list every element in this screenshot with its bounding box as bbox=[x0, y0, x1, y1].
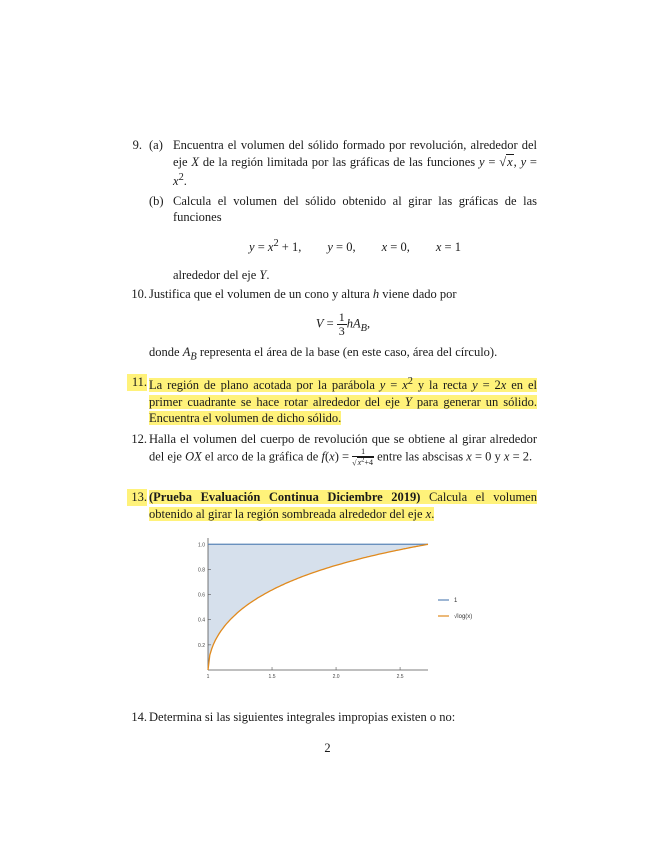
page-number: 2 bbox=[324, 741, 331, 755]
part-label: (b) bbox=[149, 193, 164, 208]
shaded-region bbox=[208, 544, 428, 670]
exercise-text: Halla el volumen del cuerpo de revolución que se obtiene al girar alrededor del eje OX el arco de la gráfica de f(x) = $\frac{1}{√x^2+4}$ entre las abscisas x = 0 y x = 2. bbox=[149, 432, 537, 468]
x-tick-label: 1.5 bbox=[268, 674, 276, 680]
equation: $y = x^2 + 1$, y = 0, x = 0, x = 1 bbox=[249, 237, 461, 254]
exercise-number: 11. bbox=[127, 374, 147, 391]
exercise-number: 10. bbox=[131, 287, 147, 301]
x-tick-label: 2.0 bbox=[332, 674, 340, 680]
exercise-text: Calcula el volumen del sólido obtenido al girar las gráficas de las funciones $y = x^2 + 1$, y = 0, x = 0, x = 1 alrededor del eje Y. bbox=[173, 193, 537, 283]
exercise-9a bbox=[149, 137, 537, 190]
exercise-10 bbox=[127, 286, 537, 366]
y-tick-label: 0.2 bbox=[198, 642, 205, 649]
exercise-9b bbox=[149, 193, 537, 284]
x-tick-label: 2.5 bbox=[396, 674, 404, 680]
legend-label-sqrt-log: √log(x) bbox=[454, 614, 473, 620]
exercise-text: Determina si las siguientes integrales impropias existen o no: bbox=[149, 710, 456, 724]
part-label: (a) bbox=[149, 138, 163, 152]
y-tick-label: 1.0 bbox=[198, 542, 205, 549]
x-tick-label: 1 bbox=[206, 674, 210, 680]
exercise-number: 14. bbox=[131, 710, 147, 724]
y-tick-label: 0.8 bbox=[198, 567, 205, 574]
exercise-number: 12. bbox=[131, 432, 147, 446]
y-tick-label: 0.4 bbox=[198, 617, 205, 624]
y-tick-label: 0.6 bbox=[198, 592, 205, 599]
exercise-number: 9. bbox=[132, 138, 142, 152]
exercise-text: Encuentra el volumen del sólido formado por revolución, alrededor del eje X de la región limitada por las gráficas de las funciones y = √x, $y = x^2$. bbox=[173, 138, 537, 189]
exercise-9 bbox=[127, 137, 537, 284]
exercise-14 bbox=[127, 709, 537, 726]
exercise-13 bbox=[127, 489, 537, 522]
equation: V = $\frac{1}{3}$ $hA_B$, bbox=[315, 309, 371, 338]
exercise-text: La región de plano acotada por la parábola $y = x^2$ y la recta y = 2x en el primer cuadrante se hace rotar alrededor del eje Y para generar un sólido. Encuentra el volumen de dicho sólido. bbox=[149, 376, 537, 426]
exercise-number: 13. bbox=[127, 489, 147, 506]
exercise-text: Justifica que el volumen de un cono y altura h viene dado por V = $\frac{1}{3}$ $hA_B$, donde $A_B$ representa el área de la base (en este caso, área del círculo). bbox=[149, 286, 537, 366]
region-plot bbox=[192, 532, 492, 680]
exercise-text: (Prueba Evaluación Continua Diciembre 2019) Calcula el volumen obtenido al girar la región sombreada alrededor del eje x. bbox=[149, 490, 537, 521]
exercise-11 bbox=[127, 374, 537, 427]
exercise-12 bbox=[127, 431, 537, 467]
legend-label-constant: 1 bbox=[454, 598, 458, 604]
